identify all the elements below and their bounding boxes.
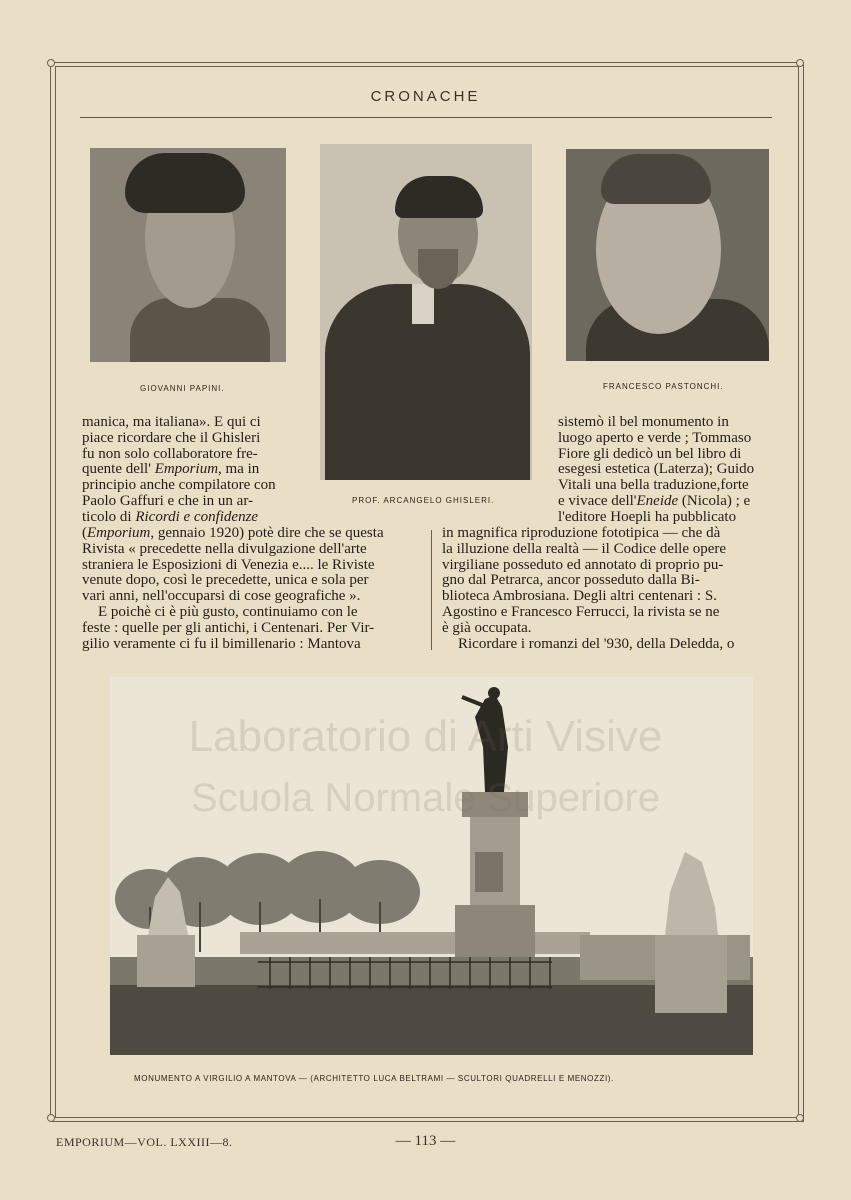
- balustrade: [240, 932, 590, 954]
- text-line: Fiore gli dedicò un bel libro di: [558, 445, 742, 462]
- text-line: è già occupata.: [442, 619, 532, 636]
- text-line: E poichè ci è più gusto, continuiamo con le: [98, 603, 358, 620]
- text-line: virgiliane posseduto ed annotato di proprio pu-: [442, 556, 724, 573]
- text-line: ticolo di Ricordi e confidenze: [82, 508, 259, 525]
- archive-watermark-line1: Laboratorio di Arti Visive: [188, 712, 663, 761]
- frame-corner-ornament: [47, 1114, 55, 1122]
- section-title: CRONACHE: [370, 88, 481, 105]
- page-number: — 113 —: [395, 1133, 456, 1149]
- text-line: luogo aperto e verde ; Tommaso: [558, 429, 752, 446]
- right-pedestal: [655, 935, 727, 1013]
- text-line: in magnifica riproduzione fototipica — che dà: [442, 525, 721, 541]
- frame-corner-ornament: [47, 59, 55, 67]
- column-divider: [431, 530, 432, 650]
- text-line: principio anche compilatore con: [82, 477, 276, 494]
- text-line: gno dal Petrarca, ancor posseduto dalla Bi-: [442, 572, 700, 589]
- text-line: blioteca Ambrosiana. Degli altri centenari : S.: [442, 588, 717, 605]
- journal-footer: EMPORIUM—VOL. LXXIII—8.: [56, 1135, 233, 1149]
- text-line: gilio veramente ci fu il bimillenario : Mantova: [82, 635, 361, 652]
- left-column-text: [82, 415, 298, 526]
- caption-papini: GIOVANNI PAPINI.: [140, 384, 225, 393]
- text-line: fu non solo collaboratore fre-: [82, 445, 258, 462]
- text-line: e vivace dell'Eneide (Nicola) ; e: [558, 492, 751, 509]
- text-line: esegesi estetica (Laterza); Guido: [558, 461, 755, 478]
- right-wide-text: [442, 526, 773, 652]
- text-line: Rivista « precedette nella divulgazione dell'arte: [82, 540, 367, 557]
- caption-ghisleri: PROF. ARCANGELO GHISLERI.: [352, 496, 495, 505]
- text-line: (Emporium, gennaio 1920) potè dire che se questa: [82, 525, 384, 541]
- portrait-pastonchi: [566, 149, 769, 361]
- text-line: Paolo Gaffuri e che in un ar-: [82, 492, 254, 509]
- text-line: l'editore Hoepli ha pubblicato: [558, 508, 737, 525]
- text-line: quente dell' Emporium, ma in: [82, 461, 260, 478]
- portrait-papini: [90, 148, 286, 362]
- text-line: straniera le Esposizioni di Venezia e.... le Riviste: [82, 556, 375, 573]
- caption-pastonchi: FRANCESCO PASTONCHI.: [603, 382, 724, 391]
- monument-caption: MONUMENTO A VIRGILIO A MANTOVA — (ARCHITETTO LUCA BELTRAMI — SCULTORI QUADRELLI E MENOZZI).: [134, 1074, 614, 1083]
- text-line: la illuzione della realtà — il Codice delle opere: [442, 540, 727, 557]
- archive-watermark-line2: Scuola Normale Superiore: [190, 776, 661, 820]
- text-line: Ricordare i romanzi del '930, della Deledda, o: [458, 635, 735, 652]
- text-line: feste : quelle per gli antichi, i Centenari. Per Vir-: [82, 619, 375, 636]
- text-line: venute dopo, così le precedette, unica e sola per: [82, 572, 369, 589]
- text-line: manica, ma italiana». E qui ci: [82, 414, 261, 430]
- header-rule: [80, 117, 772, 118]
- frame-corner-ornament: [796, 1114, 804, 1122]
- frame-corner-ornament: [796, 59, 804, 67]
- left-wide-text: [82, 526, 420, 652]
- right-column-text: [558, 415, 773, 526]
- text-line: sistemò il bel monumento in: [558, 414, 729, 430]
- text-line: Vitali una bella traduzione,forte: [558, 477, 749, 494]
- text-line: piace ricordare che il Ghisleri: [82, 429, 261, 446]
- text-line: Agostino e Francesco Ferrucci, la rivista se ne: [442, 603, 720, 620]
- portrait-ghisleri: [320, 144, 532, 480]
- text-line: vari anni, nell'occuparsi di cose geografiche ».: [82, 588, 361, 605]
- left-pedestal: [137, 935, 195, 987]
